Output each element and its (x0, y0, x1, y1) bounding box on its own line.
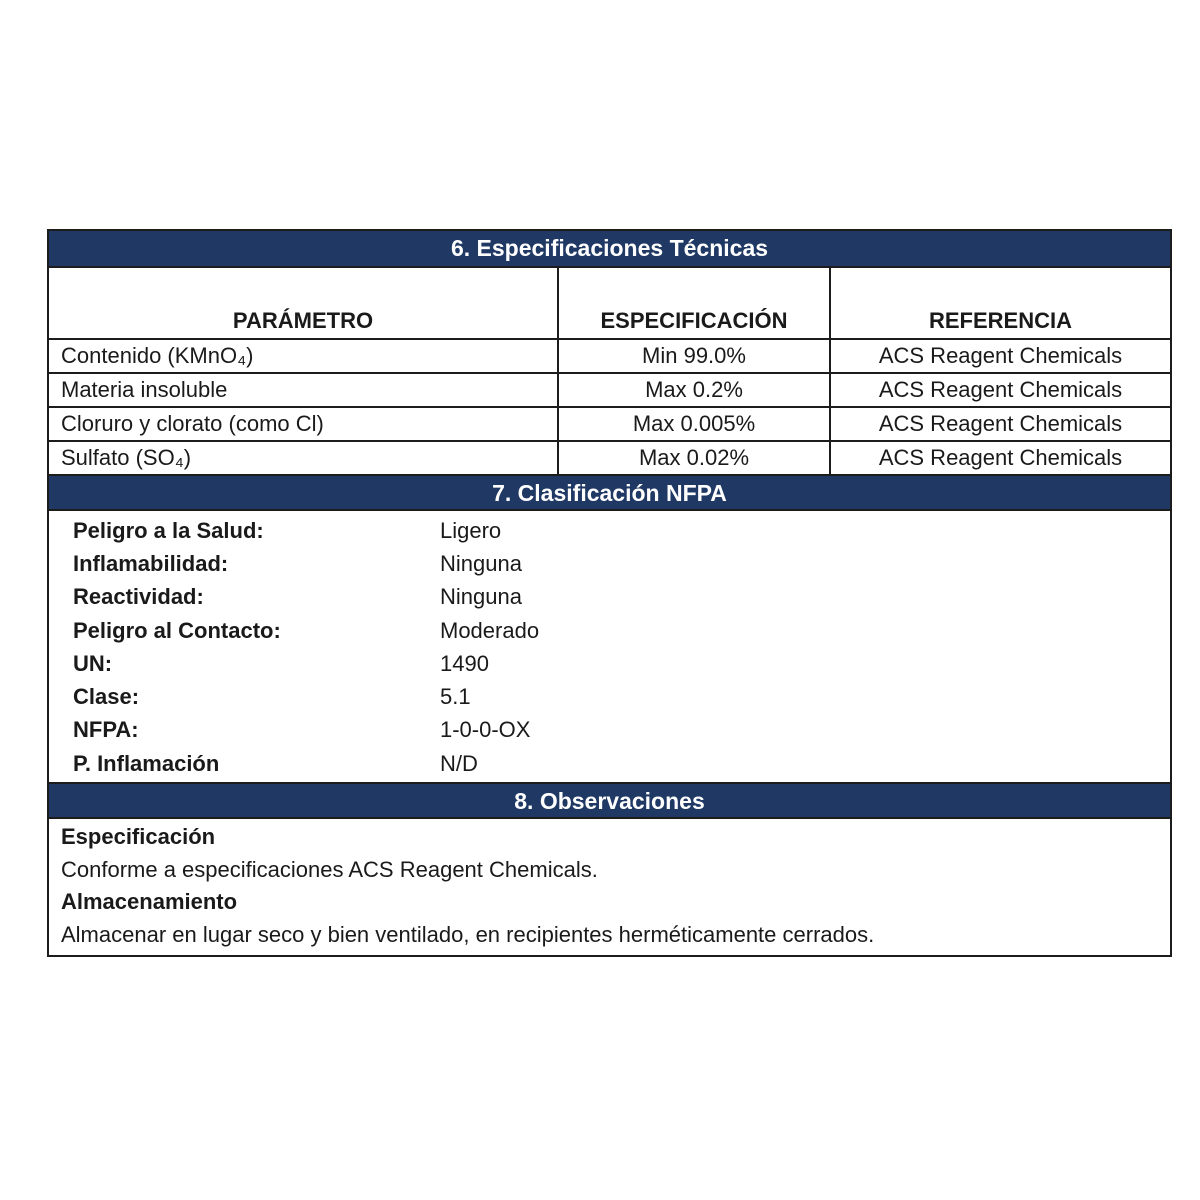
storage-text: Almacenar en lugar seco y bien ventilado, en recipientes herméticamente cerrados. (61, 921, 875, 947)
nfpa-label: P. Inflamación (73, 750, 220, 776)
observations (49, 817, 1170, 955)
nfpa-row-contact (73, 614, 1170, 647)
spec-cell: Max 0.02% (558, 441, 830, 474)
nfpa-label: Reactividad: (73, 584, 204, 610)
column-header-referencia: REFERENCIA (830, 267, 1170, 339)
param-cell: Sulfato (SO₄) (49, 441, 558, 474)
nfpa-value: 5.1 (440, 684, 471, 710)
nfpa-value: Moderado (440, 617, 540, 643)
reference-cell: ACS Reagent Chemicals (878, 445, 1123, 470)
section-8-header: 8. Observaciones (49, 782, 1170, 817)
table-row (49, 339, 1170, 373)
table-row (49, 441, 1170, 474)
nfpa-value: N/D (440, 750, 478, 776)
nfpa-row-flammability (73, 547, 1170, 580)
specification-text: Conforme a especificaciones ACS Reagent Chemicals. (61, 856, 598, 882)
nfpa-row-health (73, 514, 1170, 547)
nfpa-label: Peligro al Contacto: (73, 617, 281, 643)
nfpa-value: Ninguna (440, 584, 522, 610)
nfpa-label: Inflamabilidad: (73, 550, 229, 576)
reference-cell: ACS Reagent Chemicals (830, 407, 1170, 441)
specification-heading: Especificación (61, 824, 216, 850)
param-cell: Contenido (KMnO₄) (49, 339, 558, 373)
column-header-parametro: PARÁMETRO (49, 267, 558, 339)
nfpa-classification (49, 509, 1170, 782)
nfpa-row-nfpa (73, 714, 1170, 747)
nfpa-value: 1-0-0-OX (440, 717, 531, 743)
nfpa-label: NFPA: (73, 717, 139, 743)
param-cell: Cloruro y clorato (como Cl) (49, 407, 558, 441)
spec-cell: Max 0.005% (558, 407, 830, 441)
table-row (49, 407, 1170, 441)
storage-heading: Almacenamiento (61, 889, 238, 915)
section-6-header: 6. Especificaciones Técnicas (49, 231, 1170, 266)
spec-cell: Min 99.0% (558, 339, 830, 373)
nfpa-row-class (73, 680, 1170, 713)
nfpa-value: Ninguna (440, 550, 522, 576)
nfpa-label: Clase: (73, 684, 140, 710)
table-header-row (49, 267, 1170, 339)
reference-cell: ACS Reagent Chemicals (830, 373, 1170, 407)
nfpa-row-reactivity (73, 581, 1170, 614)
nfpa-label: Peligro a la Salud: (73, 517, 264, 543)
technical-sheet (47, 229, 1172, 957)
nfpa-row-un (73, 647, 1170, 680)
reference-cell: ACS Reagent Chemicals (830, 339, 1170, 373)
spec-cell: Max 0.2% (558, 373, 830, 407)
nfpa-value: 1490 (440, 650, 489, 676)
nfpa-row-flash-point (73, 747, 1170, 780)
nfpa-label: UN: (73, 650, 113, 676)
table-row (49, 373, 1170, 407)
specifications-table (49, 266, 1170, 474)
param-cell: Materia insoluble (49, 373, 558, 407)
nfpa-value: Ligero (440, 517, 502, 543)
section-7-header: 7. Clasificación NFPA (49, 474, 1170, 509)
column-header-especificacion: ESPECIFICACIÓN (558, 267, 830, 339)
